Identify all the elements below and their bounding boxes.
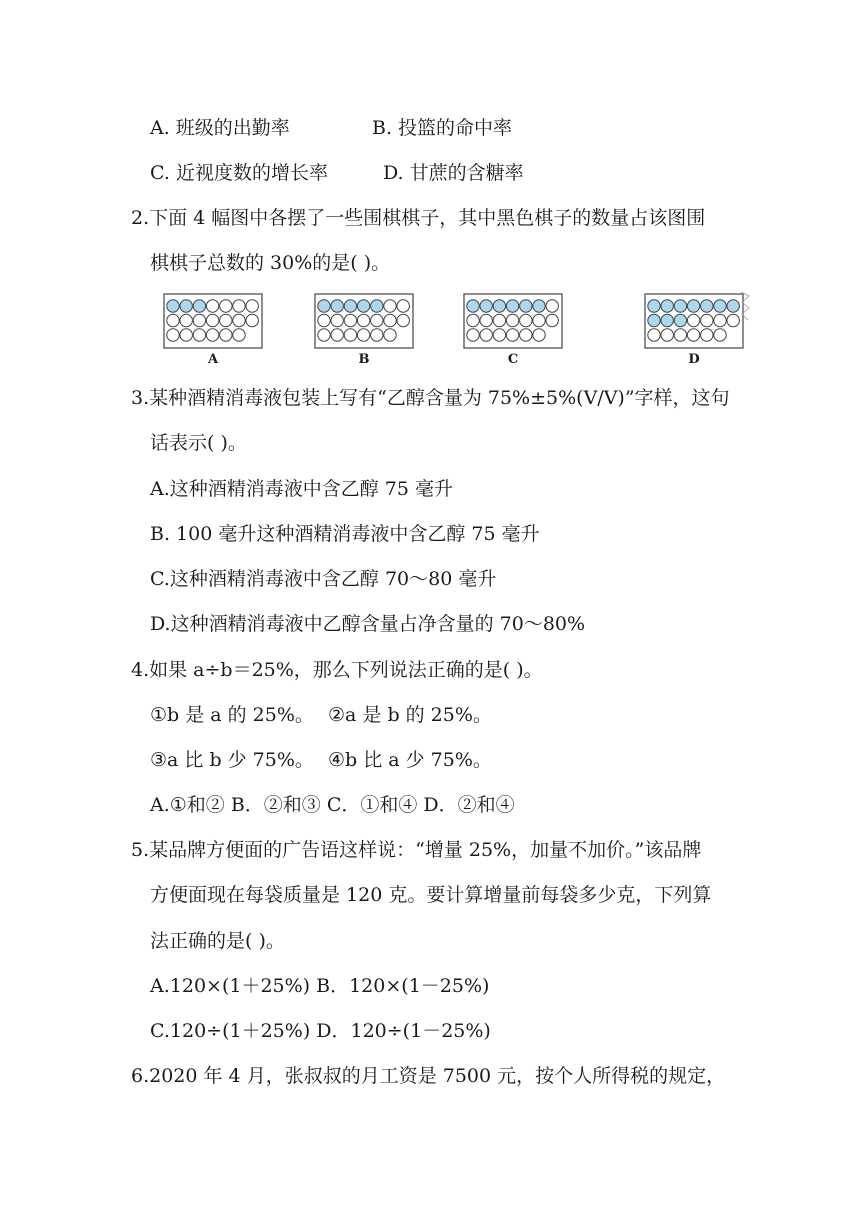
white-stone [193,314,205,326]
black-stone [648,314,660,326]
black-stone [467,300,479,312]
black-stone [520,300,532,312]
q2-figure-group [0,290,860,370]
white-stone [318,314,330,326]
q4-stem: 4.如果 a÷b＝25%，那么下列说法正确的是( )。 [131,659,543,681]
white-stone [533,329,545,341]
q3-option-b: B. 100 毫升这种酒精消毒液中含乙醇 75 毫升 [150,523,540,545]
white-stone [687,314,699,326]
white-stone [467,329,479,341]
black-stone [357,300,369,312]
white-stone [220,329,232,341]
white-stone [480,314,492,326]
white-stone [220,300,232,312]
white-stone [233,314,245,326]
white-stone [546,314,558,326]
white-stone [546,300,558,312]
white-stone [357,314,369,326]
white-stone [384,300,396,312]
white-stone [687,329,699,341]
black-stone [506,300,518,312]
black-stone [493,300,505,312]
q1-option-b: B. 投篮的命中率 [372,117,513,139]
white-stone [357,329,369,341]
white-stone [344,314,356,326]
q5-options-cd: C.120÷(1＋25%) D．120÷(1－25%) [150,1020,491,1042]
white-stone [167,329,179,341]
q2-figure-b [314,290,414,367]
q3-stem-line-1: 3.某种酒精消毒液包装上写有“乙醇含量为 75%±5%(V/V)”字样，这句 [131,387,730,409]
q4-statement-1: ①b 是 a 的 25%。 [150,704,314,726]
white-stone [506,314,518,326]
black-stone [331,300,343,312]
white-stone [648,329,660,341]
black-stone [648,300,660,312]
q4-statement-2: ②a 是 b 的 25%。 [328,704,492,726]
white-stone [318,329,330,341]
white-stone [371,314,383,326]
black-stone [344,300,356,312]
black-stone [661,300,673,312]
q2-figure-d [644,290,744,367]
white-stone [674,329,686,341]
go-stones-box-d [644,290,744,352]
q2-figure-c [463,290,563,367]
white-stone [220,314,232,326]
white-stone [701,314,713,326]
white-stone [246,314,258,326]
white-stone [701,329,713,341]
black-stone [701,300,713,312]
q3-option-d: D.这种酒精消毒液中乙醇含量占净含量的 70～80% [150,613,586,635]
q5-stem-line-1: 5.某品牌方便面的广告语这样说：“增量 25%，加量不加价。”该品牌 [131,839,702,861]
black-stone [318,300,330,312]
white-stone [384,329,396,341]
white-stone [180,314,192,326]
white-stone [661,329,673,341]
black-stone [674,314,686,326]
white-stone [180,329,192,341]
q4-statement-3: ③a 比 b 少 75%。 [150,749,314,771]
white-stone [506,329,518,341]
white-stone [384,314,396,326]
q5-options-ab: A.120×(1＋25%) B．120×(1－25%) [150,975,490,997]
go-stones-box-a [163,290,263,352]
go-stones-box-b [314,290,414,352]
white-stone [397,314,409,326]
black-stone [674,300,686,312]
margin-scratch-mark [738,290,752,324]
q4-options: A.①和② B．②和③ C．①和④ D．②和④ [150,794,515,816]
white-stone [206,314,218,326]
white-stone [520,329,532,341]
white-stone [206,300,218,312]
black-stone [480,300,492,312]
white-stone [520,314,532,326]
white-stone [714,329,726,341]
q5-stem-line-2: 方便面现在每袋质量是 120 克。要计算增量前每袋多少克，下列算 [150,884,712,906]
white-stone [206,329,218,341]
q4-statement-4: ④b 比 a 少 75%。 [328,749,492,771]
white-stone [344,329,356,341]
black-stone [180,300,192,312]
q6-stem-line-1: 6.2020 年 4 月，张叔叔的月工资是 7500 元，按个人所得税的规定， [131,1065,726,1087]
black-stone [687,300,699,312]
white-stone [193,329,205,341]
white-stone [397,300,409,312]
white-stone [714,314,726,326]
q2-stem-line-1: 2.下面 4 幅图中各摆了一些围棋棋子，其中黑色棋子的数量占该图围 [131,207,706,229]
q3-option-a: A.这种酒精消毒液中含乙醇 75 毫升 [150,478,454,500]
white-stone [331,314,343,326]
white-stone [493,314,505,326]
white-stone [233,329,245,341]
white-stone [167,314,179,326]
q3-option-c: C.这种酒精消毒液中含乙醇 70～80 毫升 [150,568,497,590]
white-stone [331,329,343,341]
q2-stem-line-2: 棋棋子总数的 30%的是( )。 [150,252,391,274]
figure-label: D [688,352,700,367]
q5-stem-line-3: 法正确的是( )。 [150,930,285,952]
q1-option-c: C. 近视度数的增长率 [150,162,328,184]
white-stone [480,329,492,341]
white-stone [246,300,258,312]
black-stone [533,300,545,312]
white-stone [371,329,383,341]
black-stone [661,314,673,326]
white-stone [493,329,505,341]
white-stone [467,314,479,326]
q3-stem-line-2: 话表示( )。 [150,432,247,454]
go-stones-box-c [463,290,563,352]
black-stone [714,300,726,312]
figure-label: C [507,352,519,367]
q1-option-d: D. 甘蔗的含糖率 [383,162,524,184]
black-stone [371,300,383,312]
figure-label: A [207,352,219,367]
white-stone [233,300,245,312]
figure-label: B [358,352,370,367]
black-stone [167,300,179,312]
q1-option-a: A. 班级的出勤率 [150,117,290,139]
white-stone [533,314,545,326]
black-stone [193,300,205,312]
q2-figure-a [163,290,263,367]
